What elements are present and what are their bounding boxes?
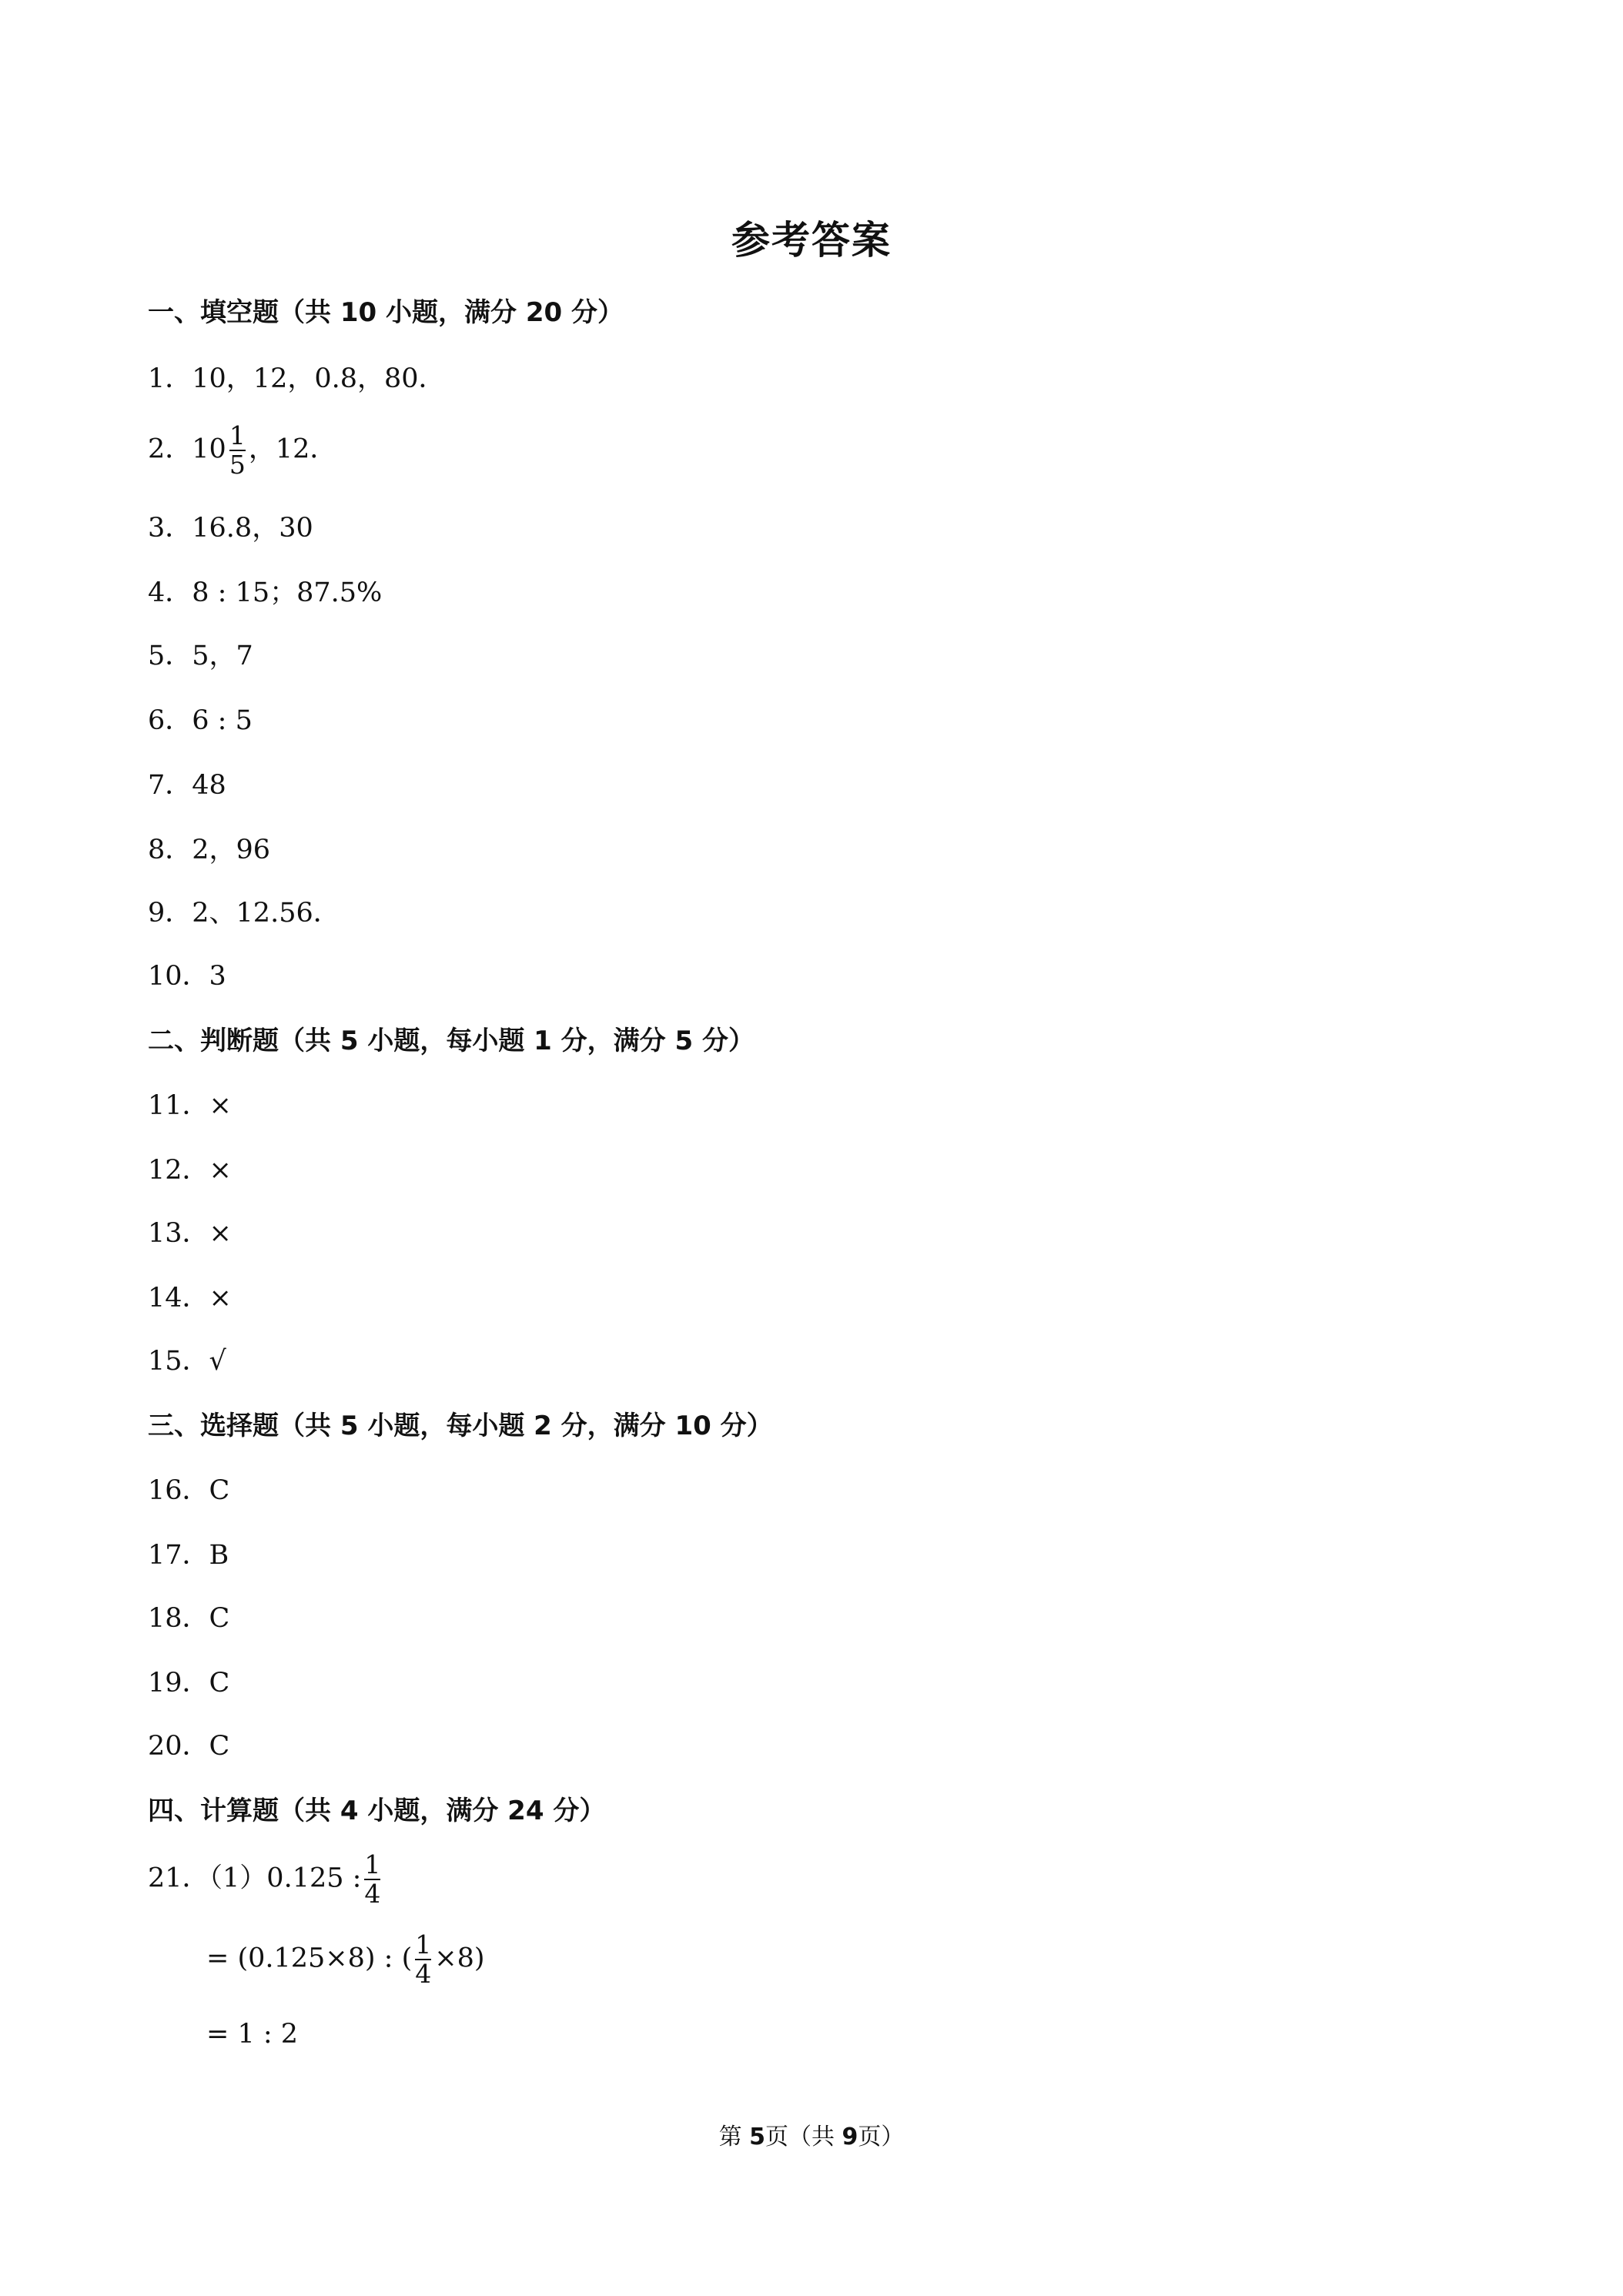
- answer-2-suffix: ，12．: [248, 433, 337, 465]
- answer-21-step-1-fraction: [415, 1931, 431, 1988]
- answer-21-step-1-prefix: = (0.125×8) : (: [206, 1943, 413, 1974]
- answer-19: 19．C: [148, 1668, 230, 1699]
- section-heading-true-false: 二、判断题（共 5 小题，每小题 1 分，满分 5 分）: [148, 1026, 755, 1056]
- footer-middle: 页（共: [765, 2124, 842, 2150]
- answer-21-denominator: 4: [364, 1879, 381, 1909]
- answer-17: 17．B: [148, 1540, 229, 1571]
- footer-prefix: 第: [718, 2124, 750, 2150]
- answer-21-step-1-suffix: ×8): [434, 1943, 485, 1974]
- answer-21-step-1-numerator: 1: [415, 1930, 432, 1960]
- answer-13: 13．×: [148, 1218, 232, 1249]
- answer-3: 3．16.8，30: [148, 513, 313, 544]
- answer-12: 12．×: [148, 1155, 232, 1186]
- answer-21-step-2: = 1 : 2: [206, 2019, 299, 2050]
- answer-1: 1．10，12，0.8，80．: [148, 363, 446, 394]
- answer-6: 6．6 : 5: [148, 705, 253, 736]
- answer-7: 7．48: [148, 770, 226, 801]
- answer-18: 18．C: [148, 1603, 230, 1634]
- answer-15: 15．√: [148, 1346, 226, 1377]
- answer-21-step-1: [206, 1931, 485, 1988]
- answer-2-denominator: 5: [229, 450, 246, 480]
- answer-21: [148, 1851, 383, 1908]
- answer-20: 20．C: [148, 1731, 230, 1762]
- footer-page-number: 5: [749, 2124, 765, 2150]
- answer-21-fraction: [364, 1851, 380, 1908]
- answer-14: 14．×: [148, 1283, 232, 1314]
- answer-21-prefix: 21．（1）0.125 :: [148, 1863, 362, 1894]
- footer-total-pages: 9: [842, 2124, 858, 2150]
- answer-4: 4．8 : 15；87.5%: [148, 577, 383, 608]
- page-footer: [0, 2117, 1623, 2151]
- section-heading-multiple-choice: 三、选择题（共 5 小题，每小题 2 分，满分 10 分）: [148, 1411, 773, 1441]
- answer-21-step-1-denominator: 4: [415, 1959, 432, 1989]
- answer-2-fraction: [229, 422, 246, 479]
- footer-suffix: 页）: [858, 2124, 905, 2150]
- page-title: 参考答案: [731, 218, 892, 263]
- answer-5: 5．5，7: [148, 641, 253, 671]
- answer-9: 9．2、12.56．: [148, 898, 340, 929]
- answer-2-numerator: 1: [229, 420, 246, 450]
- answer-2: [148, 422, 336, 479]
- answer-11: 11．×: [148, 1090, 232, 1121]
- answer-2-prefix: 2．10: [148, 433, 226, 465]
- section-heading-fill-in: 一、填空题（共 10 小题，满分 20 分）: [148, 297, 624, 328]
- answer-10: 10．3: [148, 961, 226, 992]
- section-heading-calculation: 四、计算题（共 4 小题，满分 24 分）: [148, 1796, 606, 1826]
- answer-21-numerator: 1: [364, 1849, 381, 1879]
- answer-16: 16．C: [148, 1475, 230, 1506]
- answer-8: 8．2，96: [148, 835, 271, 865]
